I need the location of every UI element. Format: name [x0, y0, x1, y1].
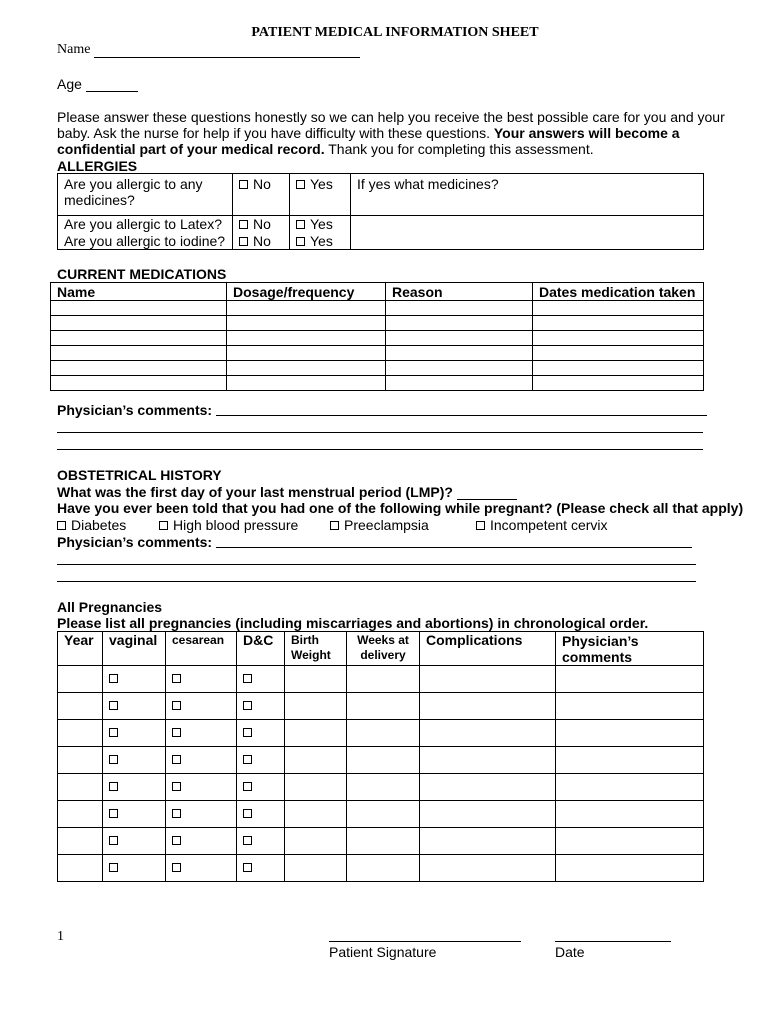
table-cell[interactable] [347, 801, 420, 828]
age-label: Age [57, 76, 82, 92]
vaginal-cell[interactable] [103, 666, 166, 693]
medications-table [50, 282, 704, 391]
preg-col-weeks: Weeks at delivery [347, 632, 420, 666]
told-question: Have you ever been told that you had one of the following while pregnant? (Please check all that apply) [57, 500, 744, 516]
obstetrical-physician-comments-label: Physician’s comments: [57, 534, 213, 550]
dc-cell[interactable] [237, 855, 285, 882]
vaginal-cell[interactable] [103, 774, 166, 801]
medications-header-row [51, 283, 704, 301]
name-label: Name [57, 42, 91, 57]
table-cell[interactable] [556, 747, 704, 774]
table-row [58, 855, 704, 882]
table-cell[interactable] [386, 316, 533, 331]
table-row [58, 774, 704, 801]
allergy-row-latex [58, 216, 704, 233]
dc-cell[interactable] [237, 828, 285, 855]
checkbox-icon[interactable] [296, 237, 305, 246]
comment-line[interactable] [216, 415, 707, 416]
checkbox-icon[interactable] [243, 809, 252, 818]
checkbox-icon[interactable] [243, 728, 252, 737]
table-cell[interactable] [285, 666, 347, 693]
allergy-row-medicines [58, 174, 704, 216]
checkbox-icon[interactable] [239, 180, 248, 189]
condition-option-preeclampsia[interactable]: Preeclampsia [330, 517, 429, 533]
cesarean-cell[interactable] [166, 666, 237, 693]
table-cell[interactable] [58, 828, 103, 855]
table-cell[interactable] [227, 361, 386, 376]
dc-cell[interactable] [237, 801, 285, 828]
signature-line[interactable] [329, 941, 521, 942]
lmp-question [57, 484, 517, 500]
comment-line[interactable] [57, 449, 703, 450]
table-cell[interactable] [420, 747, 556, 774]
table-cell[interactable] [58, 666, 103, 693]
med-col-dates: Dates medication taken [533, 283, 704, 301]
checkbox-icon[interactable] [243, 782, 252, 791]
checkbox-icon[interactable] [243, 836, 252, 845]
allergy-latex-yes[interactable]: Yes [290, 216, 351, 233]
table-cell[interactable] [285, 693, 347, 720]
checkbox-icon[interactable] [109, 701, 118, 710]
lmp-question-text: What was the first day of your last menstrual period (LMP)? [57, 484, 453, 500]
cesarean-cell[interactable] [166, 801, 237, 828]
table-cell[interactable] [420, 774, 556, 801]
condition-option-high-blood-pressure[interactable]: High blood pressure [159, 517, 298, 533]
table-cell[interactable] [386, 346, 533, 361]
checkbox-icon[interactable] [243, 863, 252, 872]
vaginal-cell[interactable] [103, 720, 166, 747]
pregnancies-header-row [58, 632, 704, 666]
intro-text-1: Please answer these questions honestly so we can help you receive the best possible care for you and your baby. Ask the nurse for help if you have difficulty with these questions. [57, 109, 725, 141]
allergies-table [57, 173, 704, 250]
table-cell[interactable] [58, 801, 103, 828]
signature-label: Patient Signature [329, 944, 437, 960]
preg-col-cesarean: cesarean [166, 632, 237, 666]
table-cell[interactable] [227, 331, 386, 346]
table-cell[interactable] [51, 361, 227, 376]
checkbox-icon[interactable] [243, 701, 252, 710]
checkbox-icon[interactable] [172, 863, 181, 872]
pregnancies-instruction: Please list all pregnancies (including miscarriages and abortions) in chronological order. [57, 615, 649, 631]
table-row [58, 720, 704, 747]
checkbox-icon[interactable] [296, 220, 305, 229]
checkbox-icon[interactable] [109, 782, 118, 791]
checkbox-icon[interactable] [109, 809, 118, 818]
table-cell[interactable] [58, 720, 103, 747]
table-cell[interactable] [347, 774, 420, 801]
cesarean-cell[interactable] [166, 720, 237, 747]
checkbox-icon[interactable] [239, 237, 248, 246]
comment-line[interactable] [57, 432, 703, 433]
allergy-iodine-yes[interactable]: Yes [290, 233, 351, 250]
checkbox-icon[interactable] [172, 728, 181, 737]
comment-line[interactable] [216, 547, 692, 548]
table-cell[interactable] [58, 747, 103, 774]
table-cell[interactable] [420, 855, 556, 882]
table-cell[interactable] [285, 855, 347, 882]
table-cell[interactable] [58, 855, 103, 882]
cesarean-cell[interactable] [166, 747, 237, 774]
lmp-field[interactable] [457, 485, 517, 500]
table-cell[interactable] [533, 361, 704, 376]
table-row [58, 666, 704, 693]
allergy-iodine-notes[interactable] [351, 233, 704, 250]
checkbox-icon[interactable] [476, 521, 485, 530]
condition-option-incompetent-cervix[interactable]: Incompetent cervix [476, 517, 608, 533]
table-cell[interactable] [386, 331, 533, 346]
table-row [51, 301, 704, 316]
preg-col-year: Year [58, 632, 103, 666]
checkbox-icon[interactable] [239, 220, 248, 229]
allergy-medicines-no[interactable]: No [233, 174, 290, 216]
dc-cell[interactable] [237, 774, 285, 801]
table-cell[interactable] [533, 301, 704, 316]
table-cell[interactable] [227, 376, 386, 391]
table-cell[interactable] [227, 316, 386, 331]
checkbox-icon[interactable] [296, 180, 305, 189]
table-cell[interactable] [227, 301, 386, 316]
table-row [51, 361, 704, 376]
dc-cell[interactable] [237, 666, 285, 693]
table-cell[interactable] [51, 376, 227, 391]
dc-cell[interactable] [237, 747, 285, 774]
vaginal-cell[interactable] [103, 747, 166, 774]
table-cell[interactable] [285, 801, 347, 828]
preg-col-vaginal: vaginal [103, 632, 166, 666]
allergy-medicines-followup[interactable]: If yes what medicines? [351, 174, 704, 216]
table-cell[interactable] [556, 828, 704, 855]
table-cell[interactable] [556, 666, 704, 693]
table-cell[interactable] [556, 855, 704, 882]
table-cell[interactable] [347, 720, 420, 747]
obstetrical-heading: OBSTETRICAL HISTORY [57, 467, 222, 483]
med-col-dosage: Dosage/frequency [227, 283, 386, 301]
cesarean-cell[interactable] [166, 855, 237, 882]
preg-col-dc: D&C [237, 632, 285, 666]
table-cell[interactable] [386, 361, 533, 376]
checkbox-icon[interactable] [159, 521, 168, 530]
table-cell[interactable] [51, 301, 227, 316]
checkbox-icon[interactable] [172, 674, 181, 683]
checkbox-icon[interactable] [172, 755, 181, 764]
checkbox-icon[interactable] [109, 863, 118, 872]
table-cell[interactable] [347, 747, 420, 774]
age-row [57, 76, 138, 92]
table-cell[interactable] [420, 828, 556, 855]
medications-heading: CURRENT MEDICATIONS [57, 266, 227, 282]
table-cell[interactable] [58, 774, 103, 801]
checkbox-icon[interactable] [109, 836, 118, 845]
allergy-latex-no[interactable]: No [233, 216, 290, 233]
allergy-iodine-no[interactable]: No [233, 233, 290, 250]
preg-col-complications: Complications [420, 632, 556, 666]
dc-cell[interactable] [237, 693, 285, 720]
allergy-question-medicines: Are you allergic to any medicines? [58, 174, 233, 216]
table-cell[interactable] [556, 774, 704, 801]
intro-text-3: Thank you for completing this assessment. [328, 141, 594, 157]
checkbox-icon[interactable] [330, 521, 339, 530]
vaginal-cell[interactable] [103, 855, 166, 882]
table-cell[interactable] [347, 693, 420, 720]
table-row [58, 801, 704, 828]
checkbox-icon[interactable] [243, 755, 252, 764]
vaginal-cell[interactable] [103, 693, 166, 720]
table-row [51, 331, 704, 346]
checkbox-icon[interactable] [109, 674, 118, 683]
med-col-name: Name [51, 283, 227, 301]
med-col-reason: Reason [386, 283, 533, 301]
table-cell[interactable] [420, 801, 556, 828]
table-cell[interactable] [420, 720, 556, 747]
comment-line[interactable] [57, 564, 696, 565]
table-row [58, 828, 704, 855]
table-cell[interactable] [533, 316, 704, 331]
table-cell[interactable] [285, 828, 347, 855]
preg-col-physician-comments: Physician’s comments [556, 632, 704, 666]
table-row [51, 346, 704, 361]
name-row [57, 42, 360, 58]
table-cell[interactable] [420, 693, 556, 720]
table-cell[interactable] [556, 693, 704, 720]
table-row [51, 316, 704, 331]
pregnancies-heading: All Pregnancies [57, 599, 163, 615]
dc-cell[interactable] [237, 720, 285, 747]
table-row [51, 376, 704, 391]
table-cell[interactable] [533, 331, 704, 346]
checkbox-icon[interactable] [109, 728, 118, 737]
comment-line[interactable] [57, 581, 696, 582]
table-cell[interactable] [51, 331, 227, 346]
allergy-row-iodine [58, 233, 704, 250]
table-cell[interactable] [556, 801, 704, 828]
table-row [58, 693, 704, 720]
checkbox-icon[interactable] [109, 755, 118, 764]
vaginal-cell[interactable] [103, 801, 166, 828]
checkbox-icon[interactable] [172, 701, 181, 710]
table-cell[interactable] [533, 376, 704, 391]
age-field[interactable] [86, 77, 138, 92]
cesarean-cell[interactable] [166, 693, 237, 720]
table-cell[interactable] [556, 720, 704, 747]
table-row [58, 747, 704, 774]
pregnancies-table [57, 631, 704, 882]
cesarean-cell[interactable] [166, 828, 237, 855]
allergy-latex-notes[interactable] [351, 216, 704, 233]
table-cell[interactable] [533, 346, 704, 361]
allergy-medicines-yes[interactable]: Yes [290, 174, 351, 216]
checkbox-icon[interactable] [172, 782, 181, 791]
medications-physician-comments-label: Physician’s comments: [57, 402, 213, 418]
checkbox-icon[interactable] [172, 809, 181, 818]
checkbox-icon[interactable] [57, 521, 66, 530]
page-number: 1 [57, 929, 64, 944]
checkbox-icon[interactable] [172, 836, 181, 845]
checkbox-icon[interactable] [243, 674, 252, 683]
table-cell[interactable] [347, 666, 420, 693]
page-title: PATIENT MEDICAL INFORMATION SHEET [251, 25, 539, 40]
table-cell[interactable] [227, 346, 386, 361]
vaginal-cell[interactable] [103, 828, 166, 855]
table-cell[interactable] [285, 774, 347, 801]
table-cell[interactable] [386, 301, 533, 316]
table-cell[interactable] [420, 666, 556, 693]
name-field[interactable] [94, 43, 360, 58]
table-cell[interactable] [58, 693, 103, 720]
preg-col-birth-weight: Birth Weight [285, 632, 347, 666]
condition-option-diabetes[interactable]: Diabetes [57, 517, 126, 533]
table-cell[interactable] [285, 720, 347, 747]
allergy-question-iodine: Are you allergic to iodine? [58, 233, 233, 250]
allergy-question-latex: Are you allergic to Latex? [58, 216, 233, 233]
date-label: Date [555, 944, 585, 960]
table-cell[interactable] [347, 828, 420, 855]
intro-text-bold: Your answers will become a confidential part of your medical record. [57, 125, 680, 157]
table-cell[interactable] [51, 316, 227, 331]
table-cell[interactable] [347, 855, 420, 882]
cesarean-cell[interactable] [166, 774, 237, 801]
intro-paragraph [57, 109, 729, 157]
table-cell[interactable] [386, 376, 533, 391]
table-cell[interactable] [51, 346, 227, 361]
allergies-heading: ALLERGIES [57, 158, 138, 174]
table-cell[interactable] [285, 747, 347, 774]
date-line[interactable] [555, 941, 671, 942]
